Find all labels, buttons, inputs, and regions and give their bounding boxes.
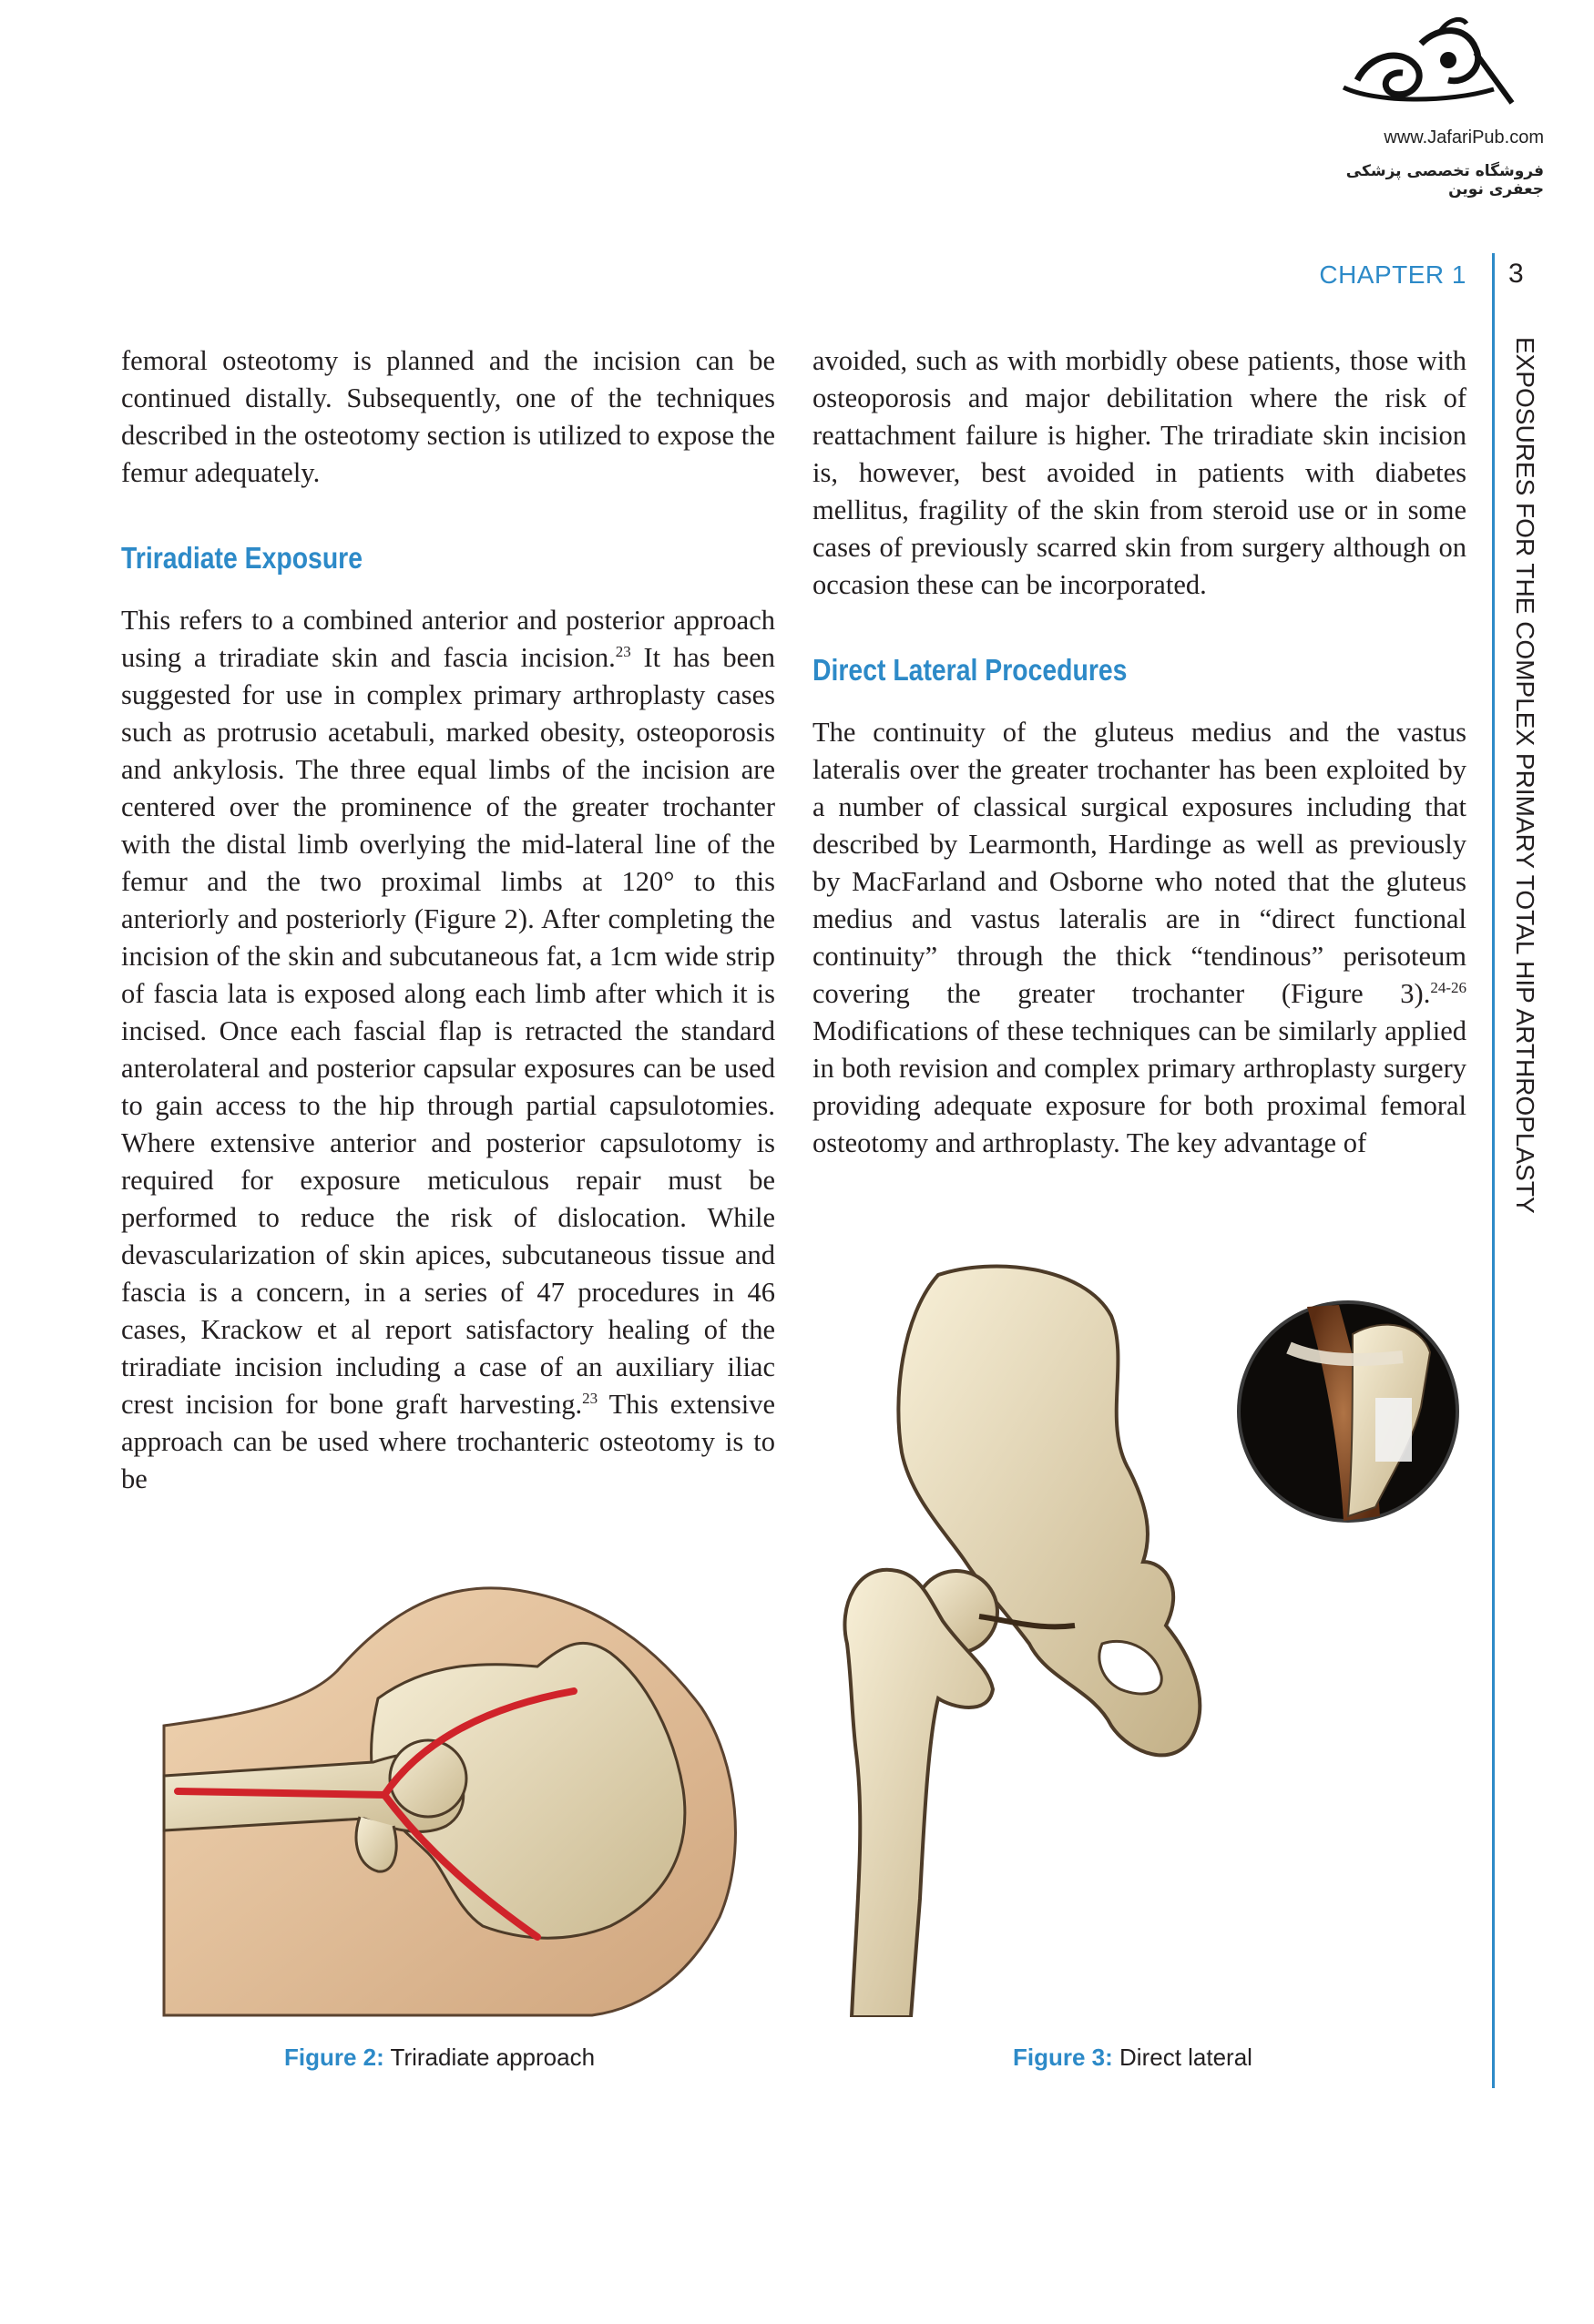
side-title (1497, 337, 1552, 1248)
reference-marker: 24-26 (1430, 978, 1466, 996)
direct-lateral-text-1: The continuity of the gluteus medius and the vastus lateralis over the greater trochanter has been exploited by a number of classical surgical exposures including that described by Learmonth, Hardinge as well as previously by MacFarland and Osborne who noted that the gluteus medius and vastus lateralis are in “direct functional continuity” through the thick “tendinous” perisoteum covering the greater trochanter (Figure 3). (812, 717, 1466, 1009)
triradiate-text-2: It has been suggested for use in complex primary arthroplasty cases such as protrusio acetabuli, marked obesity, osteoporosis and ankylosis. The three equal limbs of the incision are centered over the prominence of the greater trochanter with the distal limb overlying the mid-lateral line of the femur and the two proximal limbs at 120° to this anteriorly and posteriorly (Figure 2). After completing the incision of the skin and subcutaneous fat, a 1cm wide strip of fascia lata is exposed along each limb after which it is incised. Once each fascial flap is retracted the standard anterolateral and posterior capsular exposures can be used to gain access to the hip through partial capsulotomies. Where extensive anterior and posterior capsulotomy is required for exposure meticulous repair must be performed to reduce the risk of dislocation. While devascularization of skin apices, subcutaneous tissue and fascia is a concern, in a series of 47 procedures in 46 cases, Krackow et al report satisfactory healing of the triradiate incision including a case of an auxiliary iliac crest incision for bone graft harvesting. (121, 642, 775, 1420)
reference-marker: 23 (582, 1389, 598, 1407)
jafari-logo-icon (1339, 16, 1521, 121)
left-intro-paragraph: femoral osteotomy is planned and the incision can be continued distally. Subsequently, one of the techniques described in the osteotomy section is utilized to expose the femur adequately. (121, 345, 775, 488)
inset-periosteum-highlight (1375, 1398, 1412, 1462)
chapter-label: CHAPTER 1 (1319, 260, 1466, 289)
direct-lateral-paragraph (812, 714, 1466, 1162)
figure-2-label: Figure 2: (284, 2044, 384, 2071)
logo-url: www.JafariPub.com (1384, 127, 1544, 148)
publisher-logo (1312, 16, 1548, 199)
direct-lateral-text-2: Modifications of these techniques can be similarly applied in both revision and complex primary arthroplasty surgery providing adequate exposure for both proximal femoral osteotomy and arthroplasty. The key advantage of (812, 1015, 1466, 1158)
page-number: 3 (1508, 259, 1524, 289)
figure-2-caption-text: Triradiate approach (383, 2044, 596, 2071)
left-column (121, 342, 775, 1498)
figure-3-label: Figure 3: (1013, 2044, 1113, 2071)
triradiate-text-1: This refers to a combined anterior and posterior approach using a triradiate skin and fascia incision. (121, 605, 775, 673)
figure-3-caption-text: Direct lateral (1112, 2044, 1252, 2071)
figure-3-illustration (829, 1261, 1485, 2017)
right-column (812, 342, 1466, 1162)
logo-tagline: فروشگاه تخصصی پزشکی جعفری نوین (1345, 162, 1544, 199)
side-title-text: EXPOSURES FOR THE COMPLEX PRIMARY TOTAL HIP ARTHROPLASTY (1511, 337, 1539, 1214)
reference-marker: 23 (615, 642, 631, 660)
incision-distal-limb (178, 1791, 384, 1795)
figure-2-caption (284, 2044, 595, 2072)
side-rule (1492, 253, 1495, 2088)
figure-3-caption (1013, 2044, 1252, 2072)
right-intro-paragraph: avoided, such as with morbidly obese patients, those with osteoporosis and major debilitation where the risk of reattachment failure is higher. The triradiate skin incision is, however, best avoided in patients with diabetes mellitus, fragility of the skin from steroid use or in some cases of previously scarred skin from surgery although on occasion these can be incorporated. (812, 345, 1466, 600)
triradiate-heading: Triradiate Exposure (121, 541, 363, 575)
triradiate-text-3: This extensive approach can be used where trochanteric osteotomy is to be (121, 1389, 775, 1494)
triradiate-paragraph (121, 602, 775, 1498)
figure-2-illustration (155, 1580, 756, 2017)
direct-lateral-heading: Direct Lateral Procedures (812, 653, 1128, 687)
